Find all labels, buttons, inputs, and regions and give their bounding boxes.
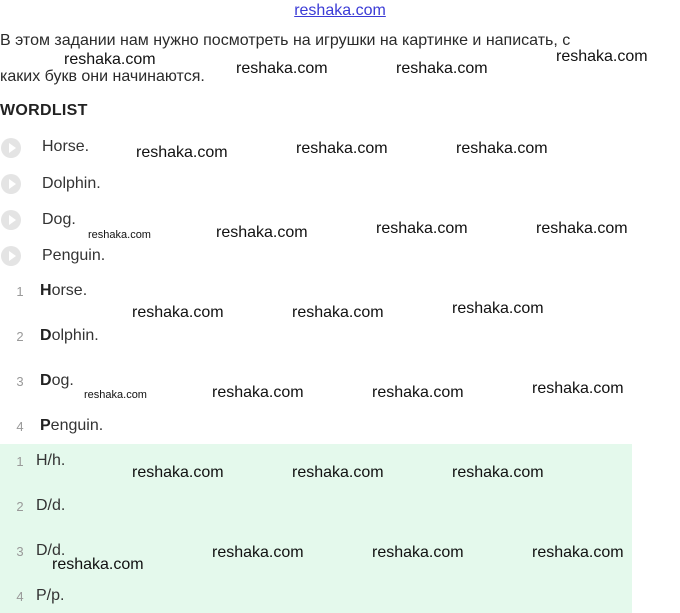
watermark: reshaka.com: [372, 384, 464, 401]
intro-text-line1: В этом задании нам нужно посмотреть на игрушки на картинке и написать, с: [0, 32, 571, 49]
watermark: reshaka.com: [532, 544, 624, 561]
watermark: reshaka.com: [292, 464, 384, 481]
watermark: reshaka.com: [136, 144, 228, 161]
letter-answer: H/h.: [36, 452, 66, 469]
answer-first-letter: P: [40, 417, 51, 434]
answer-item: [40, 372, 74, 390]
wordlist-item: Penguin.: [42, 247, 106, 264]
answer-rest: og.: [51, 372, 74, 389]
answer-rest: enguin.: [50, 417, 104, 434]
answer-first-letter: H: [40, 282, 52, 299]
watermark: reshaka.com: [452, 464, 544, 481]
watermark: reshaka.com: [372, 544, 464, 561]
answer-first-letter: D: [40, 327, 52, 344]
play-audio-icon[interactable]: [1, 138, 21, 158]
wordlist-heading: WORDLIST: [0, 102, 88, 119]
letter-number: 4: [16, 589, 24, 604]
answer-number: 3: [16, 374, 24, 389]
watermark: reshaka.com: [536, 220, 628, 237]
answer-number: 1: [16, 284, 24, 299]
watermark: reshaka.com: [296, 140, 388, 157]
letter-answer: D/d.: [36, 542, 66, 559]
watermark: reshaka.com: [216, 224, 308, 241]
answer-item: [40, 327, 99, 345]
play-audio-icon[interactable]: [1, 246, 21, 266]
watermark: reshaka.com: [212, 384, 304, 401]
watermark: reshaka.com: [236, 60, 328, 77]
play-audio-icon[interactable]: [1, 174, 21, 194]
site-header-link[interactable]: reshaka.com: [294, 2, 386, 19]
watermark: reshaka.com: [452, 300, 544, 317]
watermark: reshaka.com: [84, 389, 147, 401]
watermark: reshaka.com: [376, 220, 468, 237]
letter-number: 2: [16, 499, 24, 514]
answer-first-letter: D: [40, 372, 52, 389]
watermark: reshaka.com: [52, 556, 144, 573]
wordlist-item: Dolphin.: [42, 175, 101, 192]
watermark: reshaka.com: [532, 380, 624, 397]
letter-answer: P/p.: [36, 587, 65, 604]
watermark: reshaka.com: [556, 48, 648, 65]
play-audio-icon[interactable]: [1, 210, 21, 230]
wordlist-item: Horse.: [42, 138, 90, 155]
watermark: reshaka.com: [132, 464, 224, 481]
letter-number: 1: [16, 454, 24, 469]
watermark: reshaka.com: [292, 304, 384, 321]
answer-number: 4: [16, 419, 24, 434]
watermark: reshaka.com: [88, 229, 151, 241]
letter-answer: D/d.: [36, 497, 66, 514]
intro-text-line2: каких букв они начинаются.: [0, 68, 205, 85]
answer-rest: olphin.: [51, 327, 99, 344]
wordlist-item: Dog.: [42, 211, 76, 228]
answer-rest: orse.: [51, 282, 88, 299]
letter-number: 3: [16, 544, 24, 559]
watermark: reshaka.com: [456, 140, 548, 157]
watermark: reshaka.com: [212, 544, 304, 561]
watermark: reshaka.com: [396, 60, 488, 77]
watermark: reshaka.com: [132, 304, 224, 321]
answer-number: 2: [16, 329, 24, 344]
answer-item: [40, 417, 103, 435]
watermark: reshaka.com: [64, 51, 156, 68]
answer-item: [40, 282, 87, 300]
